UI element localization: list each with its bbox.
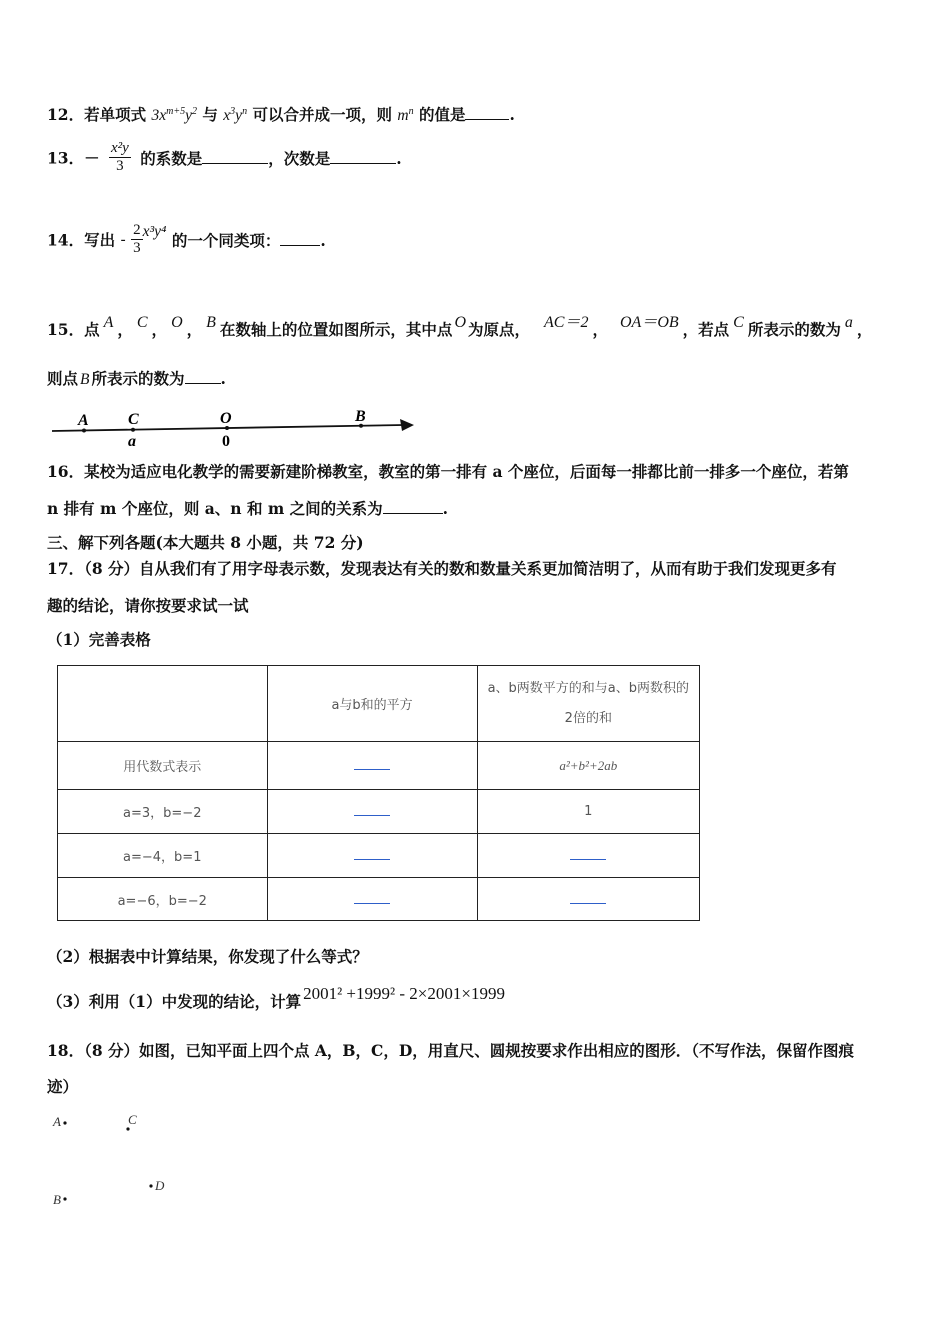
point-o-label: O bbox=[171, 314, 183, 331]
q15-equation-2: OA＝OB bbox=[619, 314, 679, 331]
point-d-label: D bbox=[155, 1178, 165, 1193]
table-header-cell: a、b两数平方的和与a、b两数积的2倍的和 bbox=[477, 666, 699, 742]
question-17-line-2: 趣的结论，请你按要求试一试 bbox=[47, 596, 249, 615]
table-header-cell bbox=[58, 666, 268, 742]
point-c-label: C bbox=[733, 314, 744, 331]
q15-line2b: 所表示的数为 bbox=[91, 369, 185, 388]
q13-denominator: 3 bbox=[116, 158, 124, 174]
q13-fraction bbox=[109, 140, 131, 175]
q15-period: . bbox=[220, 369, 226, 388]
q14-period: . bbox=[320, 230, 326, 250]
q15-label: 15．点 bbox=[47, 320, 100, 339]
point-o-label: O bbox=[454, 314, 466, 331]
table-row-label: a=−4，b=1 bbox=[58, 834, 268, 878]
table-value-cell: a²+b²+2ab bbox=[477, 742, 699, 790]
comma: ， bbox=[151, 320, 168, 339]
question-18-line-2: 迹） bbox=[47, 1077, 79, 1096]
q14-expression: x³y⁴ bbox=[142, 222, 167, 240]
q16-line2: n 排有 m 个座位，则 a、n 和 m 之间的关系为 bbox=[47, 499, 383, 518]
point-c bbox=[131, 428, 135, 432]
table-row bbox=[58, 790, 700, 834]
comma: ， bbox=[856, 320, 873, 339]
answer-blank bbox=[354, 847, 390, 860]
question-16-line-2 bbox=[47, 497, 448, 519]
q12-monomial-1: $3x^{m+5}y^2$ bbox=[151, 105, 197, 124]
answer-blank bbox=[570, 847, 606, 860]
comma: ， bbox=[592, 320, 608, 339]
table-value-cell: 1 bbox=[477, 790, 699, 834]
label-b: B bbox=[355, 408, 366, 425]
q15-text1: 在数轴上的位置如图所示，其中点 bbox=[219, 320, 453, 339]
coefficient-blank bbox=[202, 149, 268, 164]
q15-equation-1: AC＝2 bbox=[544, 314, 589, 331]
table-row bbox=[58, 742, 700, 790]
q14-denominator: 3 bbox=[133, 240, 141, 256]
q12-end: 的值是 bbox=[413, 105, 466, 124]
question-17: 17．（8 分）自从我们有了用字母表示数，发现表达有关的数和数量关系更加简洁明了，从而有助于我们发现更多有 bbox=[47, 559, 837, 578]
table-answer-cell bbox=[267, 834, 477, 878]
variable-a: a bbox=[844, 314, 853, 331]
arrow-icon bbox=[400, 419, 414, 431]
q13-period: . bbox=[396, 148, 402, 168]
label-a: A bbox=[78, 412, 89, 429]
label-o-value: 0 bbox=[222, 433, 230, 449]
answer-blank bbox=[354, 891, 390, 904]
q12-period: . bbox=[509, 105, 515, 124]
table-row-label: a=−6，b=−2 bbox=[58, 878, 268, 921]
q16-line1: 16．某校为适应电化教学的需要新建阶梯教室，教室的第一排有 a 个座位，后面每一排都比前一排多一个座位，若第 bbox=[47, 462, 849, 481]
q15-text2: 为原点， bbox=[468, 320, 531, 339]
q13-sep: ，次数是 bbox=[268, 148, 331, 168]
table-answer-cell bbox=[477, 834, 699, 878]
q17-part-3 bbox=[47, 984, 505, 1012]
answer-blank bbox=[185, 369, 221, 384]
question-16 bbox=[47, 460, 849, 482]
point-b bbox=[63, 1197, 66, 1200]
table-header-cell: a与b和的平方 bbox=[267, 666, 477, 742]
q13-text: 的系数是 bbox=[140, 148, 203, 168]
question-12 bbox=[47, 103, 515, 125]
q12-m: m bbox=[397, 107, 409, 124]
q12-n: n bbox=[408, 105, 414, 117]
q14-text: 的一个同类项： bbox=[171, 230, 281, 250]
question-14 bbox=[47, 222, 326, 257]
comma: ， bbox=[186, 320, 203, 339]
q17-part-2: （2）根据表中计算结果，你发现了什么等式？ bbox=[47, 947, 368, 966]
label-c: C bbox=[128, 411, 139, 428]
degree-blank bbox=[330, 149, 396, 164]
point-c-label: C bbox=[128, 1112, 137, 1127]
answer-blank bbox=[280, 231, 320, 246]
q14-sign: - bbox=[120, 230, 126, 249]
question-13 bbox=[47, 140, 402, 175]
q12-monomial-2: $x^3y^n$ bbox=[223, 105, 248, 124]
question-15 bbox=[47, 314, 873, 340]
table-answer-cell bbox=[267, 742, 477, 790]
section-heading: 三、解下列各题(本大题共 8 小题，共 72 分) bbox=[47, 533, 364, 552]
q14-label: 14．写出 bbox=[47, 230, 121, 250]
q16-period: . bbox=[442, 499, 449, 518]
number-line bbox=[48, 405, 428, 449]
table-row bbox=[58, 878, 700, 921]
comma: ， bbox=[117, 320, 133, 339]
answer-blank bbox=[383, 499, 443, 514]
point-a-label: A bbox=[53, 1114, 61, 1129]
q17-part3-text: （3）利用（1）中发现的结论，计算 bbox=[47, 992, 302, 1011]
q12-prefix: 12．若单项式 bbox=[47, 105, 152, 124]
label-o: O bbox=[220, 410, 232, 427]
table-row-label: 用代数式表示 bbox=[58, 742, 268, 790]
table-answer-cell bbox=[267, 878, 477, 921]
q12-mid: 与 bbox=[196, 105, 224, 124]
table-answer-cell bbox=[267, 790, 477, 834]
answer-blank bbox=[354, 803, 390, 816]
point-b-label: B bbox=[53, 1192, 61, 1207]
point-a bbox=[82, 429, 86, 433]
point-c bbox=[126, 1127, 129, 1130]
label-c-value: a bbox=[128, 433, 136, 449]
question-15-line-2 bbox=[47, 367, 226, 389]
point-a-label: A bbox=[103, 314, 114, 331]
answer-blank bbox=[354, 757, 390, 770]
point-b-label: B bbox=[206, 314, 216, 331]
q17-table bbox=[57, 665, 700, 921]
point-c-label: C bbox=[136, 314, 148, 331]
question-18: 18．（8 分）如图，已知平面上四个点 A，B，C，D，用直尺、圆规按要求作出相应的图形．（不写作法，保留作图痕 bbox=[47, 1041, 855, 1060]
q17-calculation: 2001² +1999² - 2×2001×1999 bbox=[303, 984, 505, 1003]
table-header-row bbox=[58, 666, 700, 742]
answer-blank bbox=[570, 891, 606, 904]
q14-fraction bbox=[131, 222, 143, 257]
q18-figure bbox=[48, 1108, 188, 1208]
q15-text3: ，若点 bbox=[682, 320, 730, 339]
table-row bbox=[58, 834, 700, 878]
q15-text4: 所表示的数为 bbox=[747, 320, 841, 339]
table-row-label: a=3，b=−2 bbox=[58, 790, 268, 834]
point-d bbox=[149, 1184, 152, 1187]
q13-label: 13．－ bbox=[47, 148, 100, 168]
q14-numerator: 2 bbox=[133, 222, 141, 238]
q12-suffix: 可以合并成一项，则 bbox=[247, 105, 398, 124]
answer-blank bbox=[465, 105, 509, 120]
q17-part-1: （1）完善表格 bbox=[47, 630, 151, 649]
table-answer-cell bbox=[477, 878, 699, 921]
point-a bbox=[63, 1121, 66, 1124]
q13-numerator: x²y bbox=[110, 140, 129, 156]
point-b-label: B bbox=[80, 371, 90, 388]
q15-line2a: 则点 bbox=[47, 369, 79, 388]
